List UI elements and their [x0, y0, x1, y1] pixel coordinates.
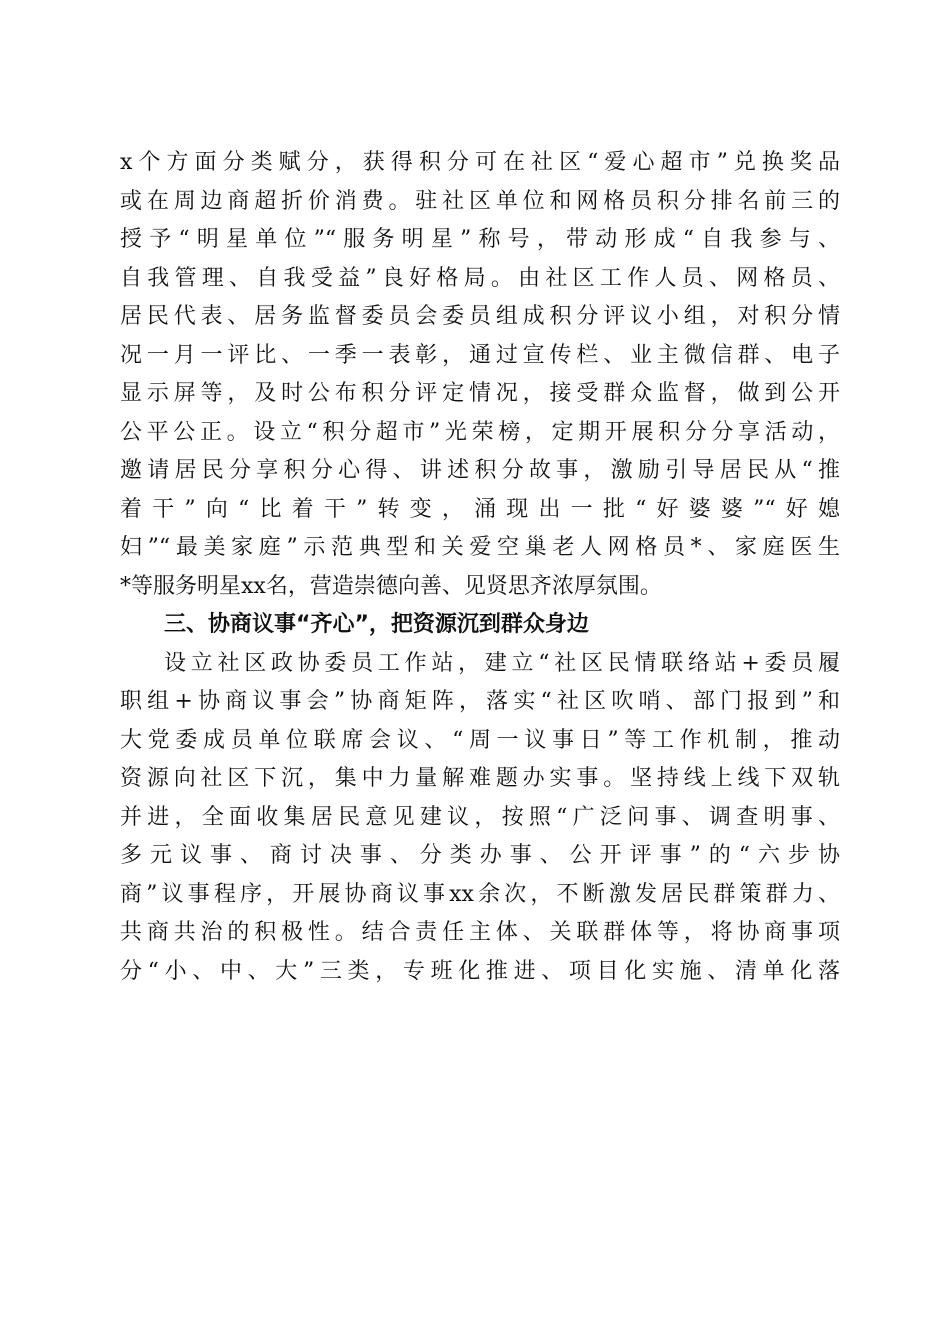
body-line: 授予“明星单位”“服务明星”称号，带动形成“自我参与、	[120, 227, 840, 252]
body-line: 大党委成员单位联席会议、“周一议事日”等工作机制，推动	[120, 727, 840, 753]
body-line: 显示屏等，及时公布积分评定情况，接受群众监督，做到公开	[120, 381, 840, 406]
body-line: 共商共治的积极性。结合责任主体、关联群体等，将协商事项	[120, 920, 840, 945]
body-line: 自我管理、自我受益”良好格局。由社区工作人员、网格员、	[120, 265, 840, 291]
body-line: 职组+协商议事会”协商矩阵，落实“社区吹哨、部门报到”和	[120, 689, 840, 714]
body-line: 商”议事程序，开展协商议事xx余次，不断激发居民群策群力、	[120, 881, 840, 907]
body-line: 并进，全面收集居民意见建议，按照“广泛问事、调查明事、	[120, 804, 840, 830]
body-line: 居民代表、居务监督委员会委员组成积分评议小组，对积分情	[120, 304, 840, 329]
body-line: 着干”向“比着干”转变，涌现出一批“好婆婆”“好媳	[120, 496, 840, 522]
body-line: 资源向社区下沉，集中力量解难题办实事。坚持线上线下双轨	[120, 766, 840, 791]
section-heading: 三、协商议事“齐心”，把资源沉到群众身边	[164, 612, 589, 637]
body-line: 况一月一评比、一季一表彰，通过宣传栏、业主微信群、电子	[120, 342, 840, 368]
body-line: 分“小、中、大”三类，专班化推进、项目化实施、清单化落	[120, 958, 840, 984]
body-line: 邀请居民分享积分心得、讲述积分故事，激励引导居民从“推	[120, 458, 840, 483]
body-line: 妇”“最美家庭”示范典型和关爱空巢老人网格员*、家庭医生	[120, 535, 840, 560]
body-line: 公平公正。设立“积分超市”光荣榜，定期开展积分分享活动，	[120, 419, 840, 445]
body-line: 或在周边商超折价消费。驻社区单位和网格员积分排名前三的	[120, 188, 840, 214]
body-line: 多元议事、商讨决事、分类办事、公开评事”的“六步协	[120, 843, 840, 868]
paragraph-first-line: 设立社区政协委员工作站，建立“社区民情联络站+委员履	[164, 650, 840, 676]
body-line: x个方面分类赋分，获得积分可在社区“爱心超市”兑换奖品	[120, 150, 840, 175]
paragraph-last-line: *等服务明星xx名，营造崇德向善、见贤思齐浓厚氛围。	[120, 573, 662, 599]
document-body	[120, 144, 840, 991]
